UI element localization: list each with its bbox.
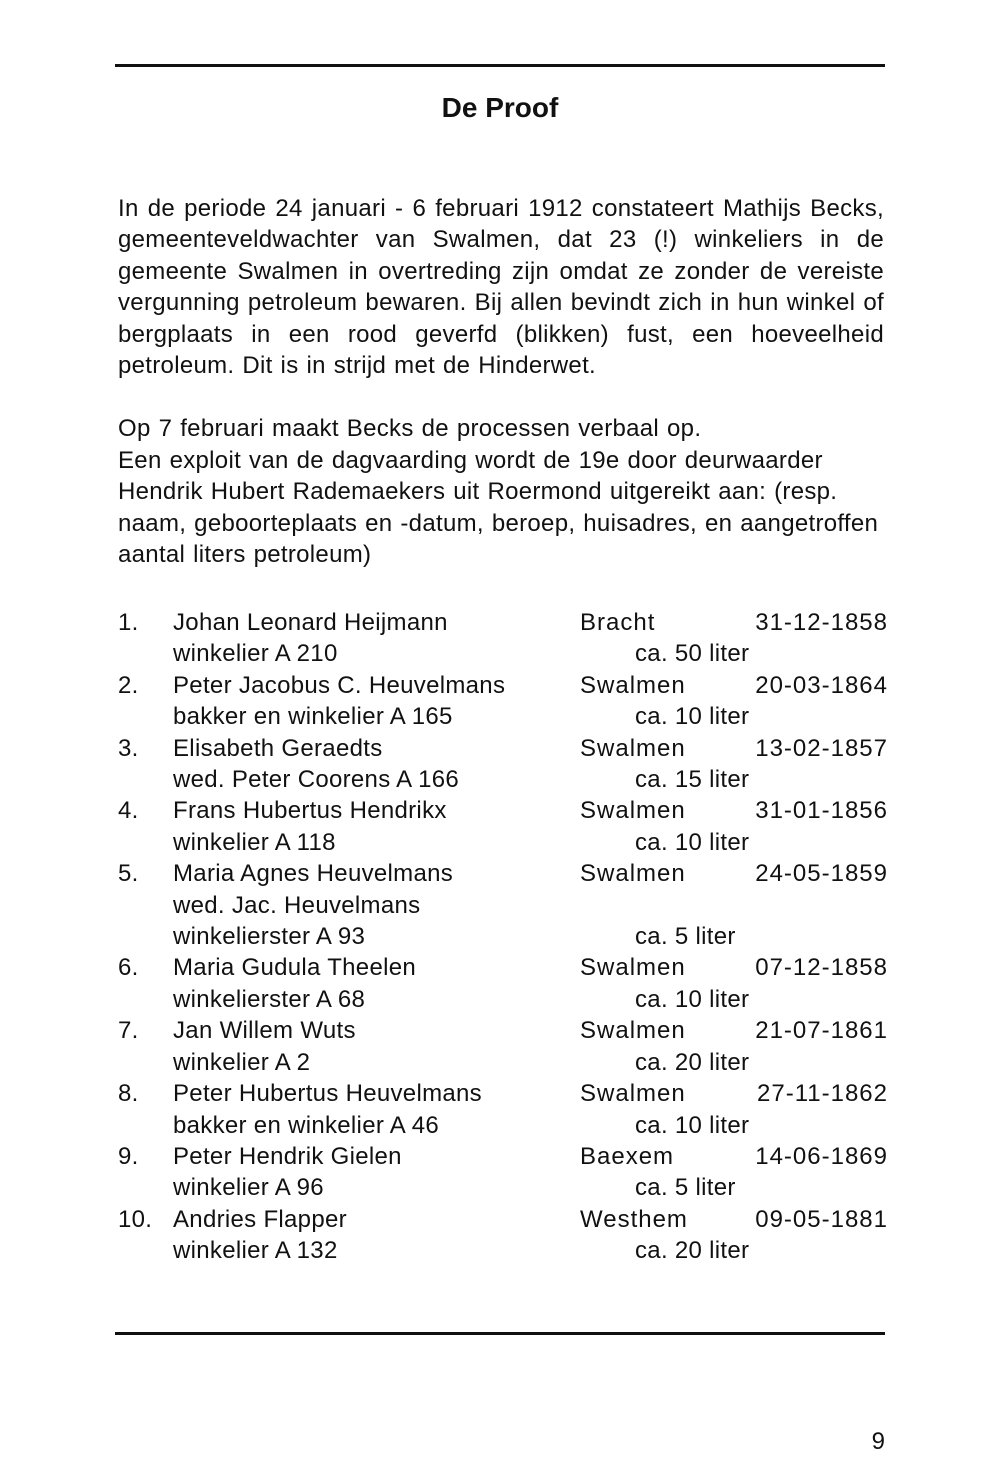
- entry-place: Swalmen: [580, 671, 686, 699]
- entry-extra: winkelierster A 93: [173, 923, 366, 951]
- entry-number: 8.: [118, 1080, 139, 1108]
- entry-number: 3.: [118, 734, 139, 762]
- entry-detail: winkelier A 210: [173, 640, 338, 668]
- entry-place: Swalmen: [580, 860, 686, 888]
- list-item: [118, 1078, 888, 1141]
- bottom-rule: [115, 1332, 885, 1335]
- entry-name: Maria Agnes Heuvelmans: [173, 860, 454, 888]
- entry-date: 09-05-1881: [755, 1205, 888, 1233]
- entry-liters: ca. 10 liter: [635, 703, 750, 731]
- entry-date: 31-12-1858: [755, 609, 888, 636]
- entry-number: 7.: [118, 1017, 139, 1045]
- entry-detail: winkelierster A 68: [173, 985, 366, 1013]
- entry-number: 4.: [118, 797, 139, 825]
- entry-name: Peter Hendrik Gielen: [173, 1142, 402, 1170]
- intro-paragraph: In de periode 24 januari - 6 februari 1912 constateert Mathijs Becks, gemeenteveldwachter van Swalmen, dat 23 (!) winkeliers in de gemeente Swalmen in overtreding zijn omdat ze zonder de vereiste vergunning petroleum bewaren. Bij allen bevindt zich in hun winkel of bergplaats in een rood geverfd (blikken) fust, een hoeveelheid petroleum. Dit is in strijd met de Hinderwet.: [118, 195, 884, 380]
- entry-number: 6.: [118, 954, 139, 982]
- entry-liters: ca. 15 liter: [635, 766, 750, 794]
- entry-name: Frans Hubertus Hendrikx: [173, 797, 447, 825]
- entry-place: Swalmen: [580, 734, 686, 762]
- entry-date: 20-03-1864: [755, 671, 888, 699]
- list-item: [118, 1204, 888, 1267]
- entry-date: 21-07-1861: [755, 1017, 888, 1045]
- page-number: 9: [871, 1428, 885, 1455]
- entry-detail: wed. Jac. Heuvelmans: [173, 891, 421, 919]
- third-paragraph: Een exploit van de dagvaarding wordt de 19e door deurwaarder Hendrik Hubert Rademaekers uit Roermond uitgereikt aan: (resp. naam, geboorteplaats en -datum, beroep, huisadres, en aangetroffen aantal liters petroleum): [118, 447, 879, 569]
- list-item: [118, 858, 888, 952]
- page-title: De Proof: [441, 92, 559, 123]
- entry-date: 13-02-1857: [755, 734, 888, 762]
- entry-detail: bakker en winkelier A 165: [173, 703, 453, 731]
- entry-liters: ca. 5 liter: [635, 1174, 736, 1202]
- top-rule: [115, 64, 885, 67]
- entry-place: Westhem: [580, 1205, 688, 1233]
- entry-number: 1.: [118, 609, 139, 636]
- entry-liters: ca. 10 liter: [635, 1111, 750, 1139]
- entry-liters: ca. 5 liter: [635, 923, 736, 951]
- entry-liters: ca. 20 liter: [635, 1237, 750, 1265]
- entry-detail: winkelier A 132: [173, 1237, 338, 1265]
- entry-place: Baexem: [580, 1142, 675, 1170]
- entry-detail: winkelier A 96: [173, 1174, 324, 1202]
- entry-place: Bracht: [580, 609, 656, 636]
- entry-name: Elisabeth Geraedts: [173, 734, 383, 762]
- entry-date: 24-05-1859: [755, 860, 888, 888]
- defendant-list: [118, 607, 888, 1267]
- list-item: [118, 733, 888, 796]
- entry-detail: wed. Peter Coorens A 166: [173, 766, 460, 794]
- entry-liters: ca. 50 liter: [635, 640, 750, 668]
- entry-date: 31-01-1856: [755, 797, 888, 825]
- entry-liters: ca. 20 liter: [635, 1048, 750, 1076]
- entry-date: 27-11-1862: [757, 1080, 888, 1108]
- entry-detail: winkelier A 118: [173, 828, 336, 856]
- entry-place: Swalmen: [580, 797, 686, 825]
- entry-name: Andries Flapper: [173, 1205, 347, 1233]
- entry-number: 9.: [118, 1142, 139, 1170]
- entry-name: Maria Gudula Theelen: [173, 954, 417, 982]
- entry-number: 2.: [118, 671, 139, 699]
- entry-name: Jan Willem Wuts: [173, 1017, 356, 1045]
- second-paragraph: Op 7 februari maakt Becks de processen verbaal op.: [118, 415, 702, 442]
- entry-liters: ca. 10 liter: [635, 985, 750, 1013]
- entry-detail: winkelier A 2: [173, 1048, 311, 1076]
- entry-date: 14-06-1869: [755, 1142, 888, 1170]
- entry-place: Swalmen: [580, 954, 686, 982]
- entry-name: Johan Leonard Heijmann: [173, 609, 448, 636]
- entry-date: 07-12-1858: [755, 954, 888, 982]
- entry-place: Swalmen: [580, 1017, 686, 1045]
- list-item: [118, 1141, 888, 1204]
- list-item: [118, 952, 888, 1015]
- list-item: [118, 607, 888, 670]
- entry-detail: bakker en winkelier A 46: [173, 1111, 440, 1139]
- entry-name: Peter Jacobus C. Heuvelmans: [173, 671, 506, 699]
- entry-place: Swalmen: [580, 1080, 686, 1108]
- entry-number: 5.: [118, 860, 139, 888]
- entry-number: 10.: [118, 1205, 153, 1233]
- entry-liters: ca. 10 liter: [635, 828, 750, 856]
- list-item: [118, 670, 888, 733]
- list-item: [118, 1015, 888, 1078]
- list-item: [118, 795, 888, 858]
- entry-name: Peter Hubertus Heuvelmans: [173, 1080, 482, 1108]
